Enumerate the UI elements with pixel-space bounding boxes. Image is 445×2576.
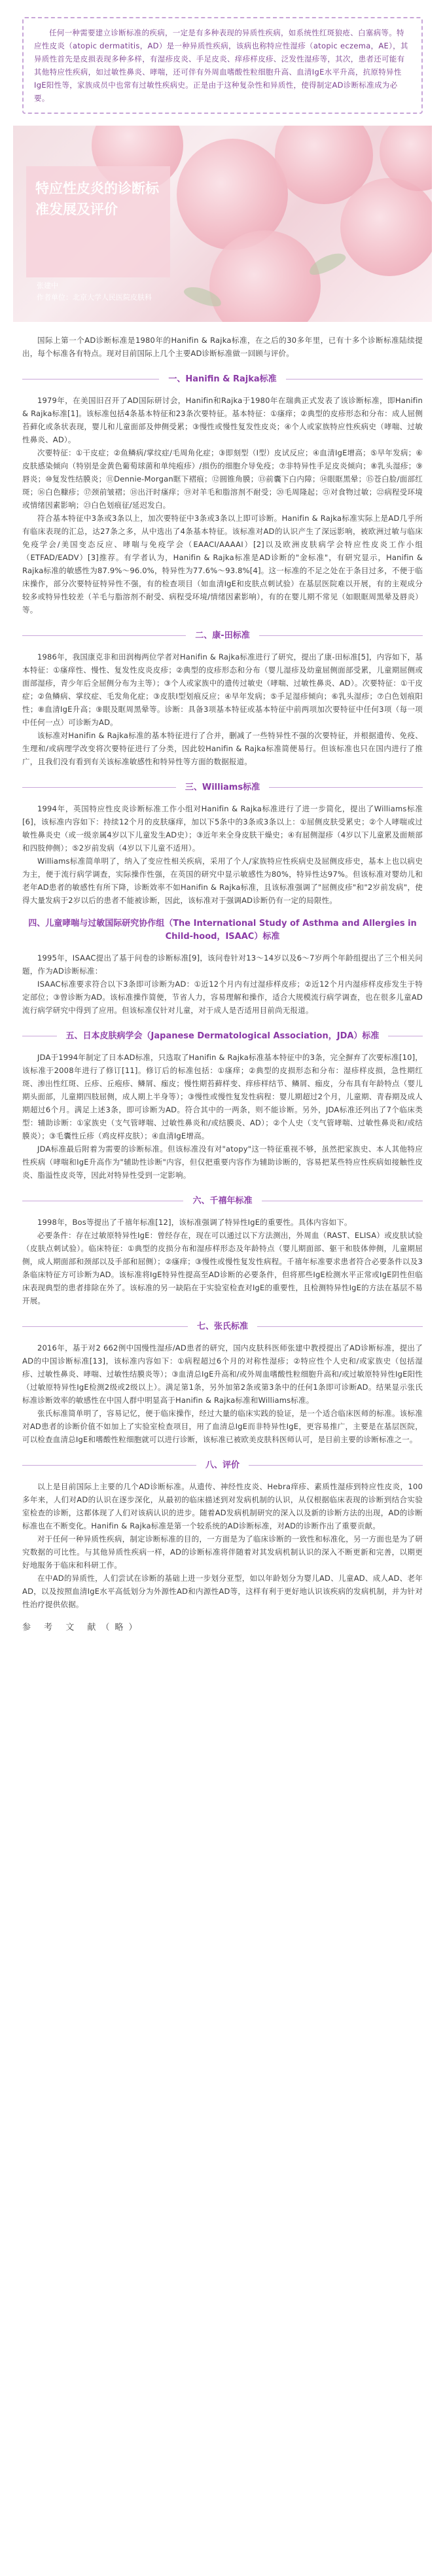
intro-text: 任何一种需要建立诊断标准的疾病，一定是有多种表现的异质性疾病，如系统性红斑狼疮、白塞病等。特应性皮炎（atopic dermatitis，AD）是一种异质性疾病，该病也称特应性湿疹（atopic eczema，AE），其异质性首先是皮损表现多种多样，有湿疹皮炎、手足皮炎、痒疹样皮疹、泛发性湿疹等，其次，患者还可能有其他特应性疾病，如过敏性鼻炎、哮喘，还可伴有外周血嗜酸性粒细胞升高、血清IgE水平升高，抗原特异性IgE阳性等，家族成员中也常有过敏性疾病史。正是由于这种复杂性和异质性，使得制定AD诊断标准成为必要。 — [34, 28, 408, 103]
section-heading — [0, 1192, 445, 1210]
body-paragraph: 对于任何一种异质性疾病，制定诊断标准的目的，一方面是为了临床诊断的一致性和标准化，另一方面也是为了研究数据的可比性。与其他异质性疾病一样，AD的诊断标准将伴随着对其发病机制认识的深入不断更新和完善，以期更好地服务于临床和科研工作。 — [22, 1534, 423, 1570]
section-title: 七、张氏标准 — [188, 1318, 257, 1336]
lead-paragraph: 国际上第一个AD诊断标准是1980年的Hanifin & Rajka标准，在之后的30多年里，已有十多个诊断标准陆续提出，每个标准各有特点。现对目前国际上几个主要AD诊断标准做一回顾与评价。 — [22, 336, 423, 358]
body-paragraph: 以上是目前国际上主要的几个AD诊断标准。从遗传、神经性皮炎、Hebra痒疹、素质性湿疹到特应性皮炎，100多年来，人们对AD的认识在逐步深化，从最初的临床描述到对发病机制的认识，从仅根据临床表现的诊断到结合实验室检查的诊断，这都体现了人们对该病认识的进步。随着AD发病机制研究的深入以及新的诊断方法的出现，AD的诊断标准也在不断变化。Hanifin & Rajka标准是第一个较系统的AD诊断标准，对AD的诊断作出了重要贡献。 — [22, 1482, 423, 1530]
body-paragraph: 1998年，Bos等提出了千禧年标准[12]，该标准强调了特异性IgE的重要性。具体内容如下。 — [37, 1218, 352, 1227]
body-paragraph: JDA标准最后附着为需要的诊断标准。但该标准没有对"atopy"这一特征重视不够，虽然把家族史、本人其他特应性疾病（哮喘和IgE升高作为"辅助性诊断"内容，但仅把重要内容作为辅助诊断的，容易把某些特应性疾病如接触性皮炎、脂溢性皮炎等，因此对特异性受到一定影响。 — [22, 1144, 423, 1180]
article-title: 特应性皮炎的诊断标准发展及评价 — [35, 181, 159, 217]
flower-image — [340, 178, 432, 276]
section-heading — [0, 1027, 445, 1046]
article-author: 张建中 — [37, 281, 58, 290]
body-paragraph: 2016年，基于对2 662例中国慢性湿疹/AD患者的研究，国内皮肤科医师张建中教授提出了AD诊断标准，提出了AD的中国诊断标准[13]，该标准内容如下：①病程超过6个月的对称性湿疹；②特应性个人史和/或家族史（包括湿疹、过敏性鼻炎、哮喘、过敏性结膜炎等）；③血清总IgE升高和/或外周血嗜酸性粒细胞升高和/或过敏原特异性IgE阳性（过敏原特异性IgE检测2级或2级以上）。满足第1条，另外加第2条或第3条中的任何1条即可诊断AD。结果显示张氏标准诊断效率的敏感性在中国人群中明显高于Hanifin & Rajka标准和Williams标准。 — [22, 1343, 423, 1405]
hero-banner — [13, 126, 432, 322]
body-paragraph: 次要特征：①干皮症；②鱼鳞病/掌纹症/毛周角化症；③即刻型（Ⅰ型）皮试反应；④血清IgE增高；⑤早年发病；⑥皮肤感染倾向（特别是金黄色葡萄球菌和单纯疱疹）/损伤的细胞介导免疫；⑦非特异性手足皮炎倾向；⑧乳头湿疹；⑨唇炎；⑩复发性结膜炎；⑪Dennie-Morgan眶下褶痕；⑫圆锥角膜；⑬前囊下白内障；⑭眼眶黑晕；⑮苍白脸/面部红斑；⑯白色糠疹；⑰颈前皱褶；⑱出汗时瘙痒；⑲对羊毛和脂溶剂不耐受；⑳毛周隆起；㉑对食物过敏；㉒病程受环境或情绪因素影响；㉓白色划痕征/延迟发白。 — [22, 448, 423, 510]
section-title: 二、康-田标准 — [186, 627, 258, 645]
body-paragraph: 张氏标准简单明了，容易记忆，便于临床操作，经过大量的临床实践的验证，是一个适合临床医师的标准。该标准对AD患者的诊断价值不如加上了实验室检查项目，用了血清总IgE而非特异性IgE，更容易推广，主要是在基层医院，可以检查血清总IgE和嗜酸性粒细胞就可以进行诊断，该标准已被欧美皮肤科医师认可，是目前主要的诊断标准之一。 — [22, 1409, 423, 1444]
section-heading — [0, 779, 445, 797]
section-title: 五、日本皮肤病学会（Japanese Dermatological Association，JDA）标准 — [57, 1027, 389, 1046]
body-paragraph: JDA于1994年制定了日本AD标准，只选取了Hanifin & Rajka标准基本特征中的3条，完全摒弃了次要标准[10]，该标准于2008年进行了修订[11]。修订后的标准包括：①瘙痒；②典型的皮损形态和分布：湿疹样皮损，急性期红斑、渗出性红斑、丘疹、丘疱疹、鳞屑、痂皮；慢性期苔藓样变、痒疹样结节、鳞屑、痂皮，分布具有年龄特点（婴儿期头面部，儿童期四肢屈侧，成人期上半身等）；③慢性或慢性复发性病程：婴儿期超过2个月，儿童期、青春期及成人期超过6个月。满足上述3条，即可诊断为AD。符合其中的一两条，则不能诊断。另外，JDA标准还列出了7个临床类型：辅助诊断：①家族史（支气管哮喘、过敏性鼻炎和/或结膜炎、AD）；②个人史（支气管哮喘、过敏性鼻炎和/或结膜炎）；③毛囊性丘疹（鸡皮样皮肤）；④血清IgE增高。 — [22, 1053, 423, 1140]
references-heading: 参 考 文 献（略） — [22, 1623, 143, 1632]
body-paragraph: Williams标准简单明了，纳入了变应性相关疾病，采用了个人/家族特应性疾病史及屈侧皮疹史，基本上也以病史为主，便于流行病学调查，实际操作性强，在英国的研究中显示敏感性为80%，特异性达97%。但该标准对婴幼儿和老年AD患者的敏感性有所下降，诊断效率不如Hanifin & Rajka标准，且该标准强调了"屈侧皮疹"和"2岁前发病"，使得大量发病于2岁以后的患者不能被诊断，因此，该标准对于强调AD诊断仍有一定的局限性。 — [22, 856, 423, 905]
intro-box — [22, 17, 423, 114]
body-paragraph: 1995年，ISAAC提出了基于问卷的诊断标准[9]，该问卷针对13～14岁以及6～7岁两个年龄组提出了三个相关问题，作为AD诊断标准： — [22, 953, 423, 976]
body-paragraph: 在中AD的异质性，人们尝试在诊断的基础上进一步划分亚型，如以年龄划分为婴儿AD、儿童AD、成人AD、老年AD，以及按照血清IgE水平高低划分为外源性AD和内源性AD等，这样有利于更好地认识该疾病的发病机制，并为针对性治疗提供依据。 — [22, 1574, 423, 1609]
section-heading — [0, 1456, 445, 1475]
section-title: 一、Hanifin & Rajka标准 — [159, 370, 285, 389]
section-heading — [0, 917, 445, 946]
section-heading — [0, 1318, 445, 1336]
section-title: 八、评价 — [196, 1456, 249, 1475]
section-title: 四、儿童哮喘与过敏国际研究协作组（The International Study of Asthma and Allergies in Child-hood，ISAAC）标准 — [0, 917, 445, 944]
body-paragraph: 1979年，在美国旧召开了AD国际研讨会，Hanifin和Rajka于1980年在瑞典正式发表了该诊断标准，即Hanifin & Rajka标准[1]。该标准包括4条基本特征和23条次要特征。基本特征：①瘙痒；②典型的皮疹形态和分布：成人屈侧苔藓化或条状表现，婴儿和儿童面部及伸侧受累；③慢性或慢性复发性皮炎；④个人或家族特应性疾病史（哮喘、过敏性鼻炎、AD）。 — [22, 396, 423, 444]
body-paragraph: 该标准对Hanifin & Rajka标准的基本特征进行了合并，删减了一些特异性不强的次要特征，并根据遗传、免疫、生理和/或病理学改变将次要特征进行了分类，因此较Hanifin & Rajka标准简便易行。但该标准也只在国内进行了推广，且我们没有看到有关该标准敏感性和特异性等方面的数据报道。 — [22, 731, 423, 766]
body-paragraph: 符合基本特征中3条或3条以上，加次要特征中3条或3条以上即可诊断。Hanifin & Rajka标准实际上是AD几乎所有临床表现的汇总，达27条之多，从中选出了4条基本特征。该标准对AD的认识产生了深远影响，被欧洲过敏与临床免疫学会/美国变态反应、哮喘与免疫学会（EAACI/AAAAI）[2]以及欧洲皮肤病学会特应性皮炎工作小组（ETFAD/EADV）[3]推荐。有学者认为，Hanifin & Rajka标准是AD诊断的"金标准"，有研究显示，Hanifin & Rajka标准的敏感性为87.9%～96.0%，特异性为77.6%～93.8%[4]。这一标准的不足之处在于条目过多，不便于临床操作，部分次要特征特异性不强，有的检查项目（如血清IgE和皮肤点刺试验）在基层医院难以开展，有的主观成分较多或特异性较差（羊毛与脂溶剂不耐受、病程受环境/情绪因素影响），有的在婴儿期不常见（如眼眶周黑晕及唇炎）等。 — [22, 514, 423, 614]
section-heading — [0, 370, 445, 389]
body-paragraph: ISAAC标准要求符合以下3条即可诊断为AD：①近12个月内有过湿疹样皮疹；②近12个月内湿疹样皮疹发生于特定部位；③曾诊断为AD。该标准操作简便，节省人力，容易理解和操作，适合大规模流行病学调查，也在很多儿童AD流行病学研究中得到了应用。但该标准仅针对儿童，对于成人是否适用目前尚无报道。 — [22, 979, 423, 1015]
hero-title-panel — [26, 166, 170, 277]
section-title: 六、千禧年标准 — [183, 1192, 261, 1210]
body-paragraph: 1994年，英国特应性皮炎诊断标准工作小组对Hanifin & Rajka标准进行了进一步简化，提出了Williams标准[6]，该标准内容如下：持续12个月的皮肤瘙痒，加以下5条中的3条或3条以上：①屈侧皮肤受累史；②个人哮喘或过敏性鼻炎史（或一级亲属4岁以下儿童发生AD史）；③近年来全身皮肤干燥史；④有屈侧湿疹（4岁以下儿童累及面颊部和四肢伸侧）；⑤2岁前发病（4岁以下儿童不适用）。 — [22, 804, 423, 853]
section-title: 三、Williams标准 — [176, 779, 269, 797]
section-heading — [0, 627, 445, 645]
author-affiliation: 作者单位：北京大学人民医院皮肤科 — [37, 293, 152, 302]
body-paragraph: 必要条件：存在过敏原特异性IgE：曾经存在，现在可以通过以下方法测出，外周血（RAST、ELISA）或皮肤试验（皮肤点刺试验）。临床特征：①典型的皮损分布和湿疹样形态及年龄特点（婴儿期面部、躯干和肢体伸侧，儿童期屈侧，成人期面部和颈部以及手部和屈侧）；②瘙痒；③慢性或慢性复发性病程。千禧年标准要求患者符合必要条件以及3条临床特征方可诊断为AD。该标准将IgE特异性提高至AD诊断的必要条件，但将那些IgE检测水平正常或IgE阴性但临床表现典型的患者排除在外了。该标准的另一缺陷在于实验室检查对IgE的重要性，且检测特异性IgE的方法在基层不易开展。 — [22, 1231, 423, 1305]
body-paragraph: 1986年，我国康克非和田润梅两位学者对Hanifin & Rajka标准进行了研究，提出了康-田标准[5]，内容如下，基本特征：①瘙痒性、慢性、复发性皮炎皮疹；②典型的皮疹形态和分布（婴儿湿疹及幼童屈侧面部受累，儿童期屈侧或面部湿疹，青少年后全屈侧分布为主等）；③个人或家族中的遗传过敏史（哮喘、过敏性鼻炎、AD）。次要特征：①干皮症；②鱼鳞病、掌纹症、毛发角化症；③皮肤Ⅰ型划痕反应；④早年发病；⑤手足湿疹倾向；⑥乳头湿疹；⑦白色划痕阳性；⑧血清IgE升高；⑨眼及眶周黑晕等。诊断：具备3项基本特征或基本特征中前两项加次要特征中任何3项（每一项中任何一点）可诊断为AD。 — [22, 652, 423, 727]
article-page — [0, 17, 445, 2576]
